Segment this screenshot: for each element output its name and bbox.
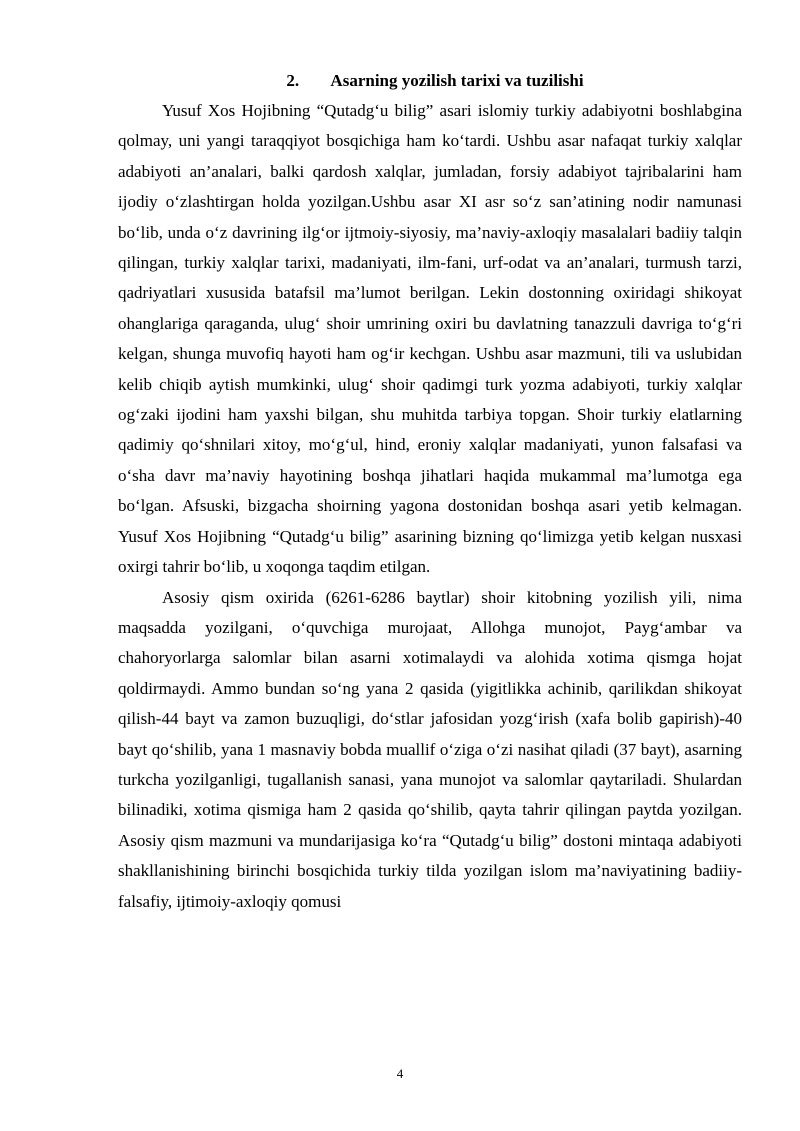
section-number: 2.: [286, 71, 300, 90]
paragraph-1: Yusuf Xos Hojibning “Qutadg‘u bilig” asari islomiy turkiy adabiyotni boshlabgina qolmay, uni yangi taraqqiyot bosqichiga ham ko‘tardi. Ushbu asar nafaqat turkiy xalqlar adabiyoti an’analari, balki qardosh xalqlar, jumladan, forsiy adabiyot tajribalarini ham ijodiy o‘zlashtirgan holda yozilgan.Ushbu asar XI asr so‘z san’atining nodir namunasi bo‘lib, unda o‘z davrining ilg‘or ijtmoiy-siyosiy, ma’naviy-axloqiy masalalari badiiy talqin qilingan, turkiy xalqlar tarixi, madaniyati, ilm-fani, urf-odat va an’analari, turmush tarzi, qadriyatlari xususida batafsil ma’lumot berilgan. Lekin dostonning oxiridagi shikoyat ohanglariga qaraganda, ulug‘ shoir umrining oxiri bu davlatning tanazzuli davriga to‘g‘ri kelgan, shunga muvofiq hayoti ham og‘ir kechgan. Ushbu asar mazmuni, tili va uslubidan kelib chiqib aytish mumkinki, ulug‘ shoir qadimgi turk yozma adabiyoti, turkiy xalqlar og‘zaki ijodini ham yaxshi bilgan, shu muhitda tarbiya topgan. Shoir turkiy elatlarning qadimiy qo‘shnilari xitoy, mo‘g‘ul, hind, eroniy xalqlar madaniyati, yunon falsafasi va o‘sha davr ma’naviy hayotining boshqa jihatlari haqida mukammal ma’lumotga ega bo‘lgan. Afsuski, bizgacha shoirning yagona dostonidan boshqa asari yetib kelmagan. Yusuf Xos Hojibning “Qutadg‘u bilig” asarining bizning qo‘limizga yetib kelgan nusxasi oxirgi tahrir bo‘lib, u xoqonga taqdim etilgan.: [118, 101, 742, 577]
section-heading: [118, 70, 742, 92]
section-title: Asarning yozilish tarixi va tuzilishi: [330, 71, 584, 90]
paragraph-2: Asosiy qism oxirida (6261-6286 baytlar) shoir kitobning yozilish yili, nima maqsadda yozilgani, o‘quvchiga murojaat, Allohga munojot, Payg‘ambar va chahoryorlarga salomlar bilan asarni xotimalaydi va alohida xotima qismga hojat qoldirmaydi. Ammo bundan so‘ng yana 2 qasida (yigitlikka achinib, qarilikdan shikoyat qilish-44 bayt va zamon buzuqligi, do‘stlar jafosidan yozg‘irish (xafa bolib gapirish)-40 bayt qo‘shilib, yana 1 masnaviy bobda muallif o‘ziga o‘zi nasihat qiladi (37 bayt), asarning turkcha yozilganligi, tugallanish sanasi, yana munojot va salomlar qaytariladi. Shulardan bilinadiki, xotima qismiga ham 2 qasida qo‘shilib, qayta tahrir qilingan paytda yozilgan. Asosiy qism mazmuni va mundarijasiga ko‘ra “Qutadg‘u bilig” dostoni mintaqa adabiyoti shakllanishining birinchi bosqichida turkiy tilda yozilgan islom ma’naviyatining badiiy-falsafiy, ijtimoiy-axloqiy qomusi: [118, 587, 742, 911]
page-number: 4: [396, 1066, 404, 1081]
document-page: [118, 70, 742, 917]
